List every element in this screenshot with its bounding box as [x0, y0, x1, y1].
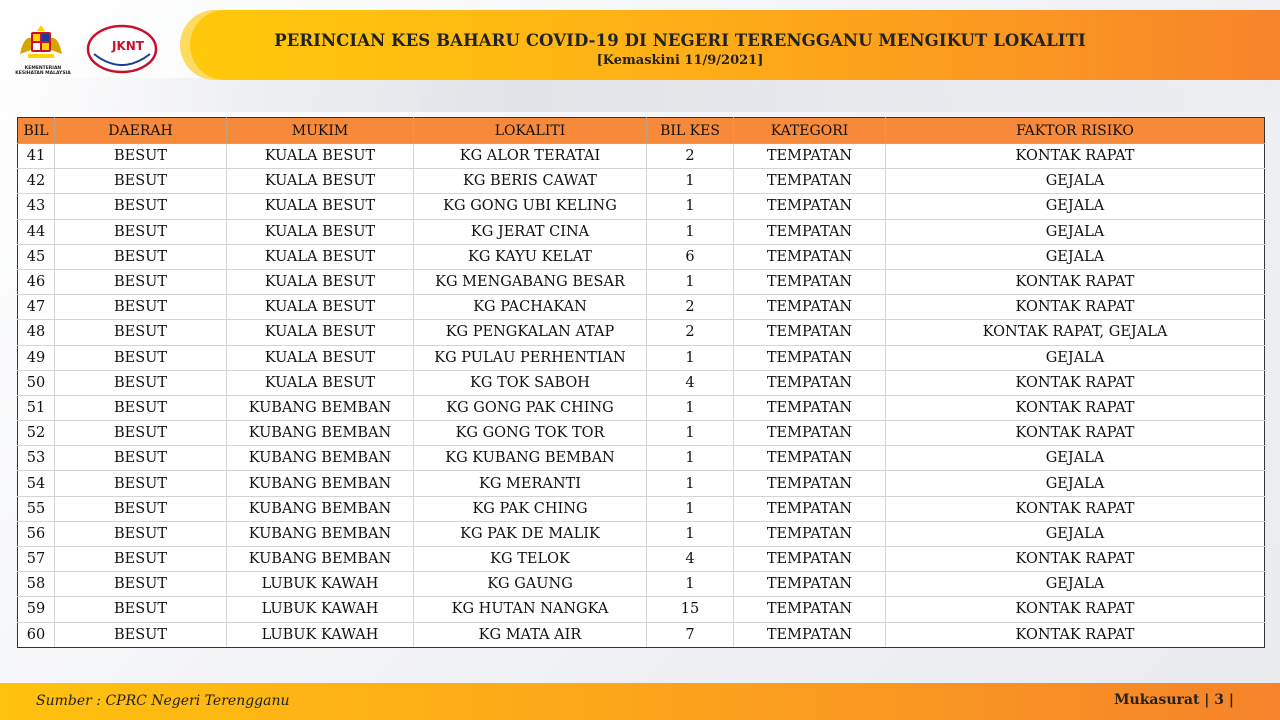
- kategori-cell: TEMPATAN: [734, 194, 886, 219]
- faktor-risiko-cell: GEJALA: [886, 446, 1265, 471]
- kategori-cell: TEMPATAN: [734, 471, 886, 496]
- bil-cell: 56: [18, 521, 55, 546]
- kategori-cell: TEMPATAN: [734, 421, 886, 446]
- faktor-risiko-cell: KONTAK RAPAT: [886, 295, 1265, 320]
- column-header-lokaliti: LOKALITI: [414, 118, 647, 144]
- lokaliti-cell: KG TOK SABOH: [414, 370, 647, 395]
- lokaliti-cell: KG GONG UBI KELING: [414, 194, 647, 219]
- kategori-cell: TEMPATAN: [734, 597, 886, 622]
- daerah-cell: BESUT: [55, 269, 227, 294]
- lokaliti-cell: KG KUBANG BEMBAN: [414, 446, 647, 471]
- daerah-cell: BESUT: [55, 144, 227, 169]
- bil-cell: 54: [18, 471, 55, 496]
- table-row: [18, 395, 1265, 420]
- bil-cell: 53: [18, 446, 55, 471]
- kategori-cell: TEMPATAN: [734, 521, 886, 546]
- faktor-risiko-cell: KONTAK RAPAT: [886, 144, 1265, 169]
- kategori-cell: TEMPATAN: [734, 496, 886, 521]
- lokaliti-cell: KG KAYU KELAT: [414, 244, 647, 269]
- table-header-row: [18, 118, 1265, 144]
- faktor-risiko-cell: KONTAK RAPAT: [886, 421, 1265, 446]
- mukim-cell: KUALA BESUT: [227, 370, 414, 395]
- lokaliti-cell: KG PAK DE MALIK: [414, 521, 647, 546]
- faktor-risiko-cell: GEJALA: [886, 244, 1265, 269]
- bil-cell: 51: [18, 395, 55, 420]
- kategori-cell: TEMPATAN: [734, 295, 886, 320]
- bil-kes-cell: 1: [647, 446, 734, 471]
- kategori-cell: TEMPATAN: [734, 169, 886, 194]
- bil-kes-cell: 2: [647, 320, 734, 345]
- bil-kes-cell: 1: [647, 421, 734, 446]
- faktor-risiko-cell: GEJALA: [886, 345, 1265, 370]
- lokaliti-cell: KG JERAT CINA: [414, 219, 647, 244]
- bil-kes-cell: 15: [647, 597, 734, 622]
- jknt-logo: [86, 24, 158, 74]
- lokaliti-cell: KG PAK CHING: [414, 496, 647, 521]
- lokaliti-cell: KG HUTAN NANGKA: [414, 597, 647, 622]
- bil-cell: 57: [18, 547, 55, 572]
- faktor-risiko-cell: GEJALA: [886, 194, 1265, 219]
- mukim-cell: KUBANG BEMBAN: [227, 446, 414, 471]
- page-number: Mukasurat | 3 |: [1114, 692, 1234, 708]
- bil-kes-cell: 7: [647, 622, 734, 647]
- logo-group: [12, 22, 162, 82]
- column-header-faktor-risiko: FAKTOR RISIKO: [886, 118, 1265, 144]
- daerah-cell: BESUT: [55, 547, 227, 572]
- daerah-cell: BESUT: [55, 295, 227, 320]
- daerah-cell: BESUT: [55, 572, 227, 597]
- mukim-cell: KUALA BESUT: [227, 244, 414, 269]
- mukim-cell: KUALA BESUT: [227, 194, 414, 219]
- lokaliti-cell: KG PENGKALAN ATAP: [414, 320, 647, 345]
- table-row: [18, 572, 1265, 597]
- bil-cell: 42: [18, 169, 55, 194]
- bil-cell: 44: [18, 219, 55, 244]
- bil-cell: 48: [18, 320, 55, 345]
- daerah-cell: BESUT: [55, 320, 227, 345]
- mukim-cell: KUBANG BEMBAN: [227, 471, 414, 496]
- daerah-cell: BESUT: [55, 471, 227, 496]
- table-row: [18, 521, 1265, 546]
- mukim-cell: KUALA BESUT: [227, 219, 414, 244]
- bil-kes-cell: 1: [647, 496, 734, 521]
- lokaliti-cell: KG MERANTI: [414, 471, 647, 496]
- mukim-cell: KUBANG BEMBAN: [227, 521, 414, 546]
- ministry-logo-text: KEMENTERIAN KESIHATAN MALAYSIA: [15, 66, 71, 76]
- column-header-daerah: DAERAH: [55, 118, 227, 144]
- mukim-cell: KUBANG BEMBAN: [227, 547, 414, 572]
- kategori-cell: TEMPATAN: [734, 269, 886, 294]
- daerah-cell: BESUT: [55, 521, 227, 546]
- page-subtitle: [Kemaskini 11/9/2021]: [596, 53, 764, 68]
- table-row: [18, 446, 1265, 471]
- mukim-cell: KUBANG BEMBAN: [227, 395, 414, 420]
- table-row: [18, 421, 1265, 446]
- column-header-kategori: KATEGORI: [734, 118, 886, 144]
- mukim-cell: KUALA BESUT: [227, 295, 414, 320]
- daerah-cell: BESUT: [55, 169, 227, 194]
- daerah-cell: BESUT: [55, 496, 227, 521]
- table-row: [18, 144, 1265, 169]
- table-row: [18, 547, 1265, 572]
- bil-cell: 49: [18, 345, 55, 370]
- lokaliti-cell: KG PULAU PERHENTIAN: [414, 345, 647, 370]
- kategori-cell: TEMPATAN: [734, 395, 886, 420]
- kategori-cell: TEMPATAN: [734, 446, 886, 471]
- bil-cell: 58: [18, 572, 55, 597]
- lokaliti-cell: KG ALOR TERATAI: [414, 144, 647, 169]
- mukim-cell: KUBANG BEMBAN: [227, 496, 414, 521]
- bil-cell: 46: [18, 269, 55, 294]
- bil-kes-cell: 1: [647, 345, 734, 370]
- bil-cell: 41: [18, 144, 55, 169]
- column-header-bil: BIL: [18, 118, 55, 144]
- kategori-cell: TEMPATAN: [734, 547, 886, 572]
- faktor-risiko-cell: KONTAK RAPAT: [886, 597, 1265, 622]
- column-header-bil-kes: BIL KES: [647, 118, 734, 144]
- bil-kes-cell: 1: [647, 471, 734, 496]
- faktor-risiko-cell: GEJALA: [886, 169, 1265, 194]
- faktor-risiko-cell: GEJALA: [886, 471, 1265, 496]
- bil-cell: 52: [18, 421, 55, 446]
- bil-cell: 50: [18, 370, 55, 395]
- column-header-mukim: MUKIM: [227, 118, 414, 144]
- daerah-cell: BESUT: [55, 194, 227, 219]
- bil-cell: 59: [18, 597, 55, 622]
- mukim-cell: LUBUK KAWAH: [227, 622, 414, 647]
- jknt-logo-text: JKNT: [112, 39, 144, 53]
- table-row: [18, 496, 1265, 521]
- kategori-cell: TEMPATAN: [734, 345, 886, 370]
- faktor-risiko-cell: KONTAK RAPAT: [886, 395, 1265, 420]
- bil-cell: 43: [18, 194, 55, 219]
- kategori-cell: TEMPATAN: [734, 144, 886, 169]
- kategori-cell: TEMPATAN: [734, 572, 886, 597]
- faktor-risiko-cell: GEJALA: [886, 521, 1265, 546]
- mukim-cell: KUALA BESUT: [227, 144, 414, 169]
- lokaliti-cell: KG TELOK: [414, 547, 647, 572]
- table-row: [18, 370, 1265, 395]
- daerah-cell: BESUT: [55, 345, 227, 370]
- bil-kes-cell: 1: [647, 169, 734, 194]
- table-row: [18, 345, 1265, 370]
- kategori-cell: TEMPATAN: [734, 320, 886, 345]
- daerah-cell: BESUT: [55, 421, 227, 446]
- kategori-cell: TEMPATAN: [734, 370, 886, 395]
- faktor-risiko-cell: KONTAK RAPAT: [886, 547, 1265, 572]
- daerah-cell: BESUT: [55, 395, 227, 420]
- bil-kes-cell: 1: [647, 269, 734, 294]
- daerah-cell: BESUT: [55, 244, 227, 269]
- faktor-risiko-cell: GEJALA: [886, 219, 1265, 244]
- bil-kes-cell: 2: [647, 144, 734, 169]
- lokaliti-cell: KG GONG TOK TOR: [414, 421, 647, 446]
- malaysia-crest-logo: [16, 24, 66, 62]
- mukim-cell: KUALA BESUT: [227, 320, 414, 345]
- mukim-cell: KUALA BESUT: [227, 269, 414, 294]
- table-row: [18, 597, 1265, 622]
- bil-kes-cell: 1: [647, 219, 734, 244]
- bil-kes-cell: 1: [647, 395, 734, 420]
- table-body: [18, 144, 1265, 648]
- mukim-cell: KUALA BESUT: [227, 169, 414, 194]
- mukim-cell: KUBANG BEMBAN: [227, 421, 414, 446]
- bil-kes-cell: 1: [647, 521, 734, 546]
- faktor-risiko-cell: KONTAK RAPAT: [886, 622, 1265, 647]
- source-note: Sumber : CPRC Negeri Terengganu: [36, 693, 290, 709]
- bil-kes-cell: 1: [647, 572, 734, 597]
- faktor-risiko-cell: KONTAK RAPAT: [886, 496, 1265, 521]
- mukim-cell: LUBUK KAWAH: [227, 572, 414, 597]
- cases-table: [17, 117, 1265, 648]
- table-row: [18, 269, 1265, 294]
- bil-kes-cell: 1: [647, 194, 734, 219]
- lokaliti-cell: KG GONG PAK CHING: [414, 395, 647, 420]
- table-row: [18, 320, 1265, 345]
- daerah-cell: BESUT: [55, 219, 227, 244]
- faktor-risiko-cell: KONTAK RAPAT: [886, 269, 1265, 294]
- table-row: [18, 295, 1265, 320]
- table-row: [18, 471, 1265, 496]
- page-title: PERINCIAN KES BAHARU COVID-19 DI NEGERI TERENGGANU MENGIKUT LOKALITI: [274, 31, 1086, 50]
- table-row: [18, 244, 1265, 269]
- table-row: [18, 622, 1265, 647]
- lokaliti-cell: KG GAUNG: [414, 572, 647, 597]
- table-row: [18, 219, 1265, 244]
- kategori-cell: TEMPATAN: [734, 244, 886, 269]
- table-row: [18, 194, 1265, 219]
- kategori-cell: TEMPATAN: [734, 622, 886, 647]
- daerah-cell: BESUT: [55, 597, 227, 622]
- bil-kes-cell: 4: [647, 547, 734, 572]
- mukim-cell: KUALA BESUT: [227, 345, 414, 370]
- daerah-cell: BESUT: [55, 446, 227, 471]
- table-row: [18, 169, 1265, 194]
- daerah-cell: BESUT: [55, 622, 227, 647]
- bil-kes-cell: 4: [647, 370, 734, 395]
- lokaliti-cell: KG MENGABANG BESAR: [414, 269, 647, 294]
- bil-cell: 55: [18, 496, 55, 521]
- background-stripe: [0, 78, 1280, 112]
- faktor-risiko-cell: KONTAK RAPAT, GEJALA: [886, 320, 1265, 345]
- bil-cell: 47: [18, 295, 55, 320]
- bil-cell: 45: [18, 244, 55, 269]
- lokaliti-cell: KG PACHAKAN: [414, 295, 647, 320]
- mukim-cell: LUBUK KAWAH: [227, 597, 414, 622]
- bil-cell: 60: [18, 622, 55, 647]
- bil-kes-cell: 2: [647, 295, 734, 320]
- daerah-cell: BESUT: [55, 370, 227, 395]
- lokaliti-cell: KG MATA AIR: [414, 622, 647, 647]
- kategori-cell: TEMPATAN: [734, 219, 886, 244]
- lokaliti-cell: KG BERIS CAWAT: [414, 169, 647, 194]
- faktor-risiko-cell: GEJALA: [886, 572, 1265, 597]
- faktor-risiko-cell: KONTAK RAPAT: [886, 370, 1265, 395]
- bil-kes-cell: 6: [647, 244, 734, 269]
